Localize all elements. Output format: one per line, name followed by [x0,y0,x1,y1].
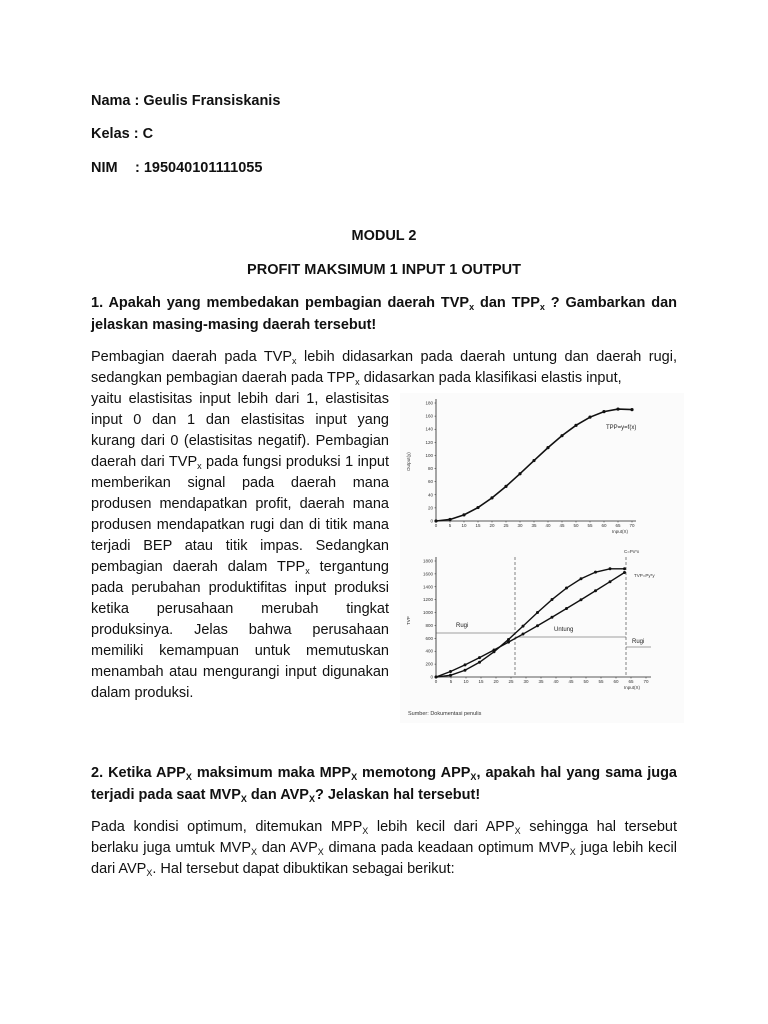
x-tick-label: 5 [448,523,452,528]
module-subtitle: PROFIT MAKSIMUM 1 INPUT 1 OUTPUT [247,262,521,278]
y-tick-label: 400 [425,648,433,654]
nama-label: Nama [91,93,131,109]
x-tick-label: 15 [478,679,484,684]
x-tick-label: 65 [628,679,634,684]
tpp-point [546,446,549,449]
x-tick-label: 15 [475,523,481,528]
x-tick-label: 70 [629,523,635,528]
y-tick-label: 140 [425,426,433,432]
cost-point [464,663,467,666]
bottom-x-axis-label: Input(X) [624,685,641,690]
tvp-point [609,567,612,570]
nama-value: : Geulis Fransiskanis [134,93,281,109]
x-tick-label: 60 [601,523,607,528]
top-y-axis-label: Output(y) [406,452,411,471]
tpp-point [560,434,563,437]
c-curve-label: C=Px*x [624,549,640,554]
figure-tvp-tpp [400,393,684,723]
x-tick-label: 45 [559,523,565,528]
cost-point [449,670,452,673]
x-tick-label: 65 [615,523,621,528]
tvp-point [507,638,510,641]
x-tick-label: 35 [531,523,537,528]
x-tick-label: 45 [568,679,574,684]
tpp-point [518,472,521,475]
tpp-point [434,519,437,522]
x-tick-label: 10 [461,523,467,528]
cost-point [594,589,597,592]
x-tick-label: 50 [573,523,579,528]
cost-point [580,598,583,601]
y-tick-label: 0 [430,674,433,680]
x-tick-label: 40 [553,679,559,684]
tpp-point [504,485,507,488]
answer-1-wrapped-column: yaitu elastisitas input lebih dari 1, elastisitas input 0 dan 1 dan elastisitas input yang kurang dari 0 (elastisitas negatif). Pembagian daerah dari $TVP_x$ pada fungsi produksi 1 input memberikan signal pada daerah mana produsen mendapatkan profit, daerah mana produsen mendapatkan rugi dan di titik mana terjadi BEP atau titik impas. Sedangkan pembagian daerah dalam $TPP_x$ tergantung pada perubahan produktifitas input produksi ketika perusahaan merubah tingkat produksinya. Jelas bahwa perusahaan memiliki kemampuan untuk memutuskan menambah atau mengurangi input digunakan dalam produksi. [91,391,390,701]
x-tick-label: 30 [523,679,529,684]
kelas-line [91,126,153,142]
tvp-point [551,598,554,601]
tpp-point [490,496,493,499]
x-tick-label: 55 [587,523,593,528]
y-tick-label: 1200 [422,597,433,603]
answer-1-full-lines: Pembagian daerah pada $TVP_x$ lebih didasarkan pada daerah untung dan daerah rugi, sedangkan pembagian daerah pada $TPP_x$ didasarkan pada klasifikasi elastis input, [91,349,677,387]
y-tick-label: 180 [425,400,433,406]
y-tick-label: 200 [425,661,433,667]
region-untung: Untung [554,627,574,633]
module-title: MODUL 2 [351,228,417,244]
bottom-y-axis-label: TVP [406,616,411,625]
cost-point [536,624,539,627]
nim-value: : 195040101111055 [135,160,263,176]
tpp-point [448,518,451,521]
cost-point [478,656,481,659]
tvp-point [565,587,568,590]
x-tick-label: 55 [598,679,604,684]
figure-svg [400,393,684,723]
tvp-point [580,577,583,580]
y-tick-label: 80 [427,466,433,472]
figure-source: Sumber: Dokumentasi penulis [408,711,482,717]
y-tick-label: 1400 [422,584,433,590]
tvp-point [594,571,597,574]
x-tick-label: 20 [489,523,495,528]
x-tick-label: 25 [503,523,509,528]
tvp-point [536,611,539,614]
x-tick-label: 30 [517,523,523,528]
tvp-point [493,650,496,653]
tpp-point [532,459,535,462]
x-tick-label: 5 [449,679,453,684]
y-tick-label: 40 [427,492,433,498]
tpp-point [630,408,633,411]
x-tick-label: 0 [434,523,438,528]
cost-point [623,571,626,574]
x-tick-label: 35 [538,679,544,684]
cost-point [565,607,568,610]
y-tick-label: 20 [427,505,433,511]
kelas-label: Kelas [91,126,130,142]
y-tick-label: 800 [425,622,433,628]
tvp-point [449,674,452,677]
tpp-point [462,513,465,516]
question-2: 2. Ketika $APP_X$ maksimum maka $MPP_X$ memotong $APP_X$, apakah hal yang sama juga terjadi pada saat $MVP_X$ dan $AVP_X$? Jelaskan hal tersebut! [91,765,677,804]
cost-point [551,616,554,619]
nim-label: NIM [91,160,118,176]
cost-point [522,633,525,636]
region-rugi-right: Rugi [632,639,645,645]
cost-point [609,580,612,583]
y-tick-label: 1600 [422,571,433,577]
tpp-point [476,506,479,509]
region-rugi-left: Rugi [456,623,469,629]
nama-line [91,93,280,109]
tvp-point [435,676,438,679]
tvp-point [478,661,481,664]
y-tick-label: 100 [425,452,433,458]
x-tick-label: 25 [508,679,514,684]
y-tick-label: 600 [425,635,433,641]
x-tick-label: 50 [583,679,589,684]
top-x-axis-label: Input(X) [612,529,629,534]
question-1: 1. Apakah yang membedakan pembagian daerah $TVP_x$ dan $TPP_x$ ? Gambarkan dan jelaskan masing-masing daerah tersebut! [91,295,677,333]
y-tick-label: 0 [430,518,433,524]
nim-line [91,160,262,176]
tvp-point [522,625,525,628]
x-tick-label: 60 [613,679,619,684]
x-tick-label: 10 [463,679,469,684]
y-tick-label: 1800 [422,558,433,564]
y-tick-label: 60 [427,479,433,485]
x-tick-label: 20 [493,679,499,684]
tpp-curve-label: TPP=y=f(x) [606,425,637,431]
answer-2: Pada kondisi optimum, ditemukan $MPP_X$ lebih kecil dari $APP_X$ sehingga hal tersebut berlaku juga umtuk $MVP_X$ dan $AVP_X$ dimana pada keadaan optimum $MVP_X$ juga lebih kecil dari $AVP_X$. Hal tersebut dapat dibuktikan sebagai berikut: [91,819,677,878]
tvp-point [464,669,467,672]
tpp-point [574,424,577,427]
x-tick-label: 70 [643,679,649,684]
kelas-value: : C [133,126,154,142]
tvp-point [623,567,626,570]
x-tick-label: 40 [545,523,551,528]
y-tick-label: 160 [425,413,433,419]
tvp-curve-label: TVP=Py*y [634,573,655,578]
tpp-point [602,410,605,413]
y-tick-label: 120 [425,439,433,445]
y-tick-label: 1000 [422,610,433,616]
tpp-point [588,416,591,419]
x-tick-label: 0 [434,679,438,684]
tpp-point [616,407,619,410]
cost-point [507,641,510,644]
